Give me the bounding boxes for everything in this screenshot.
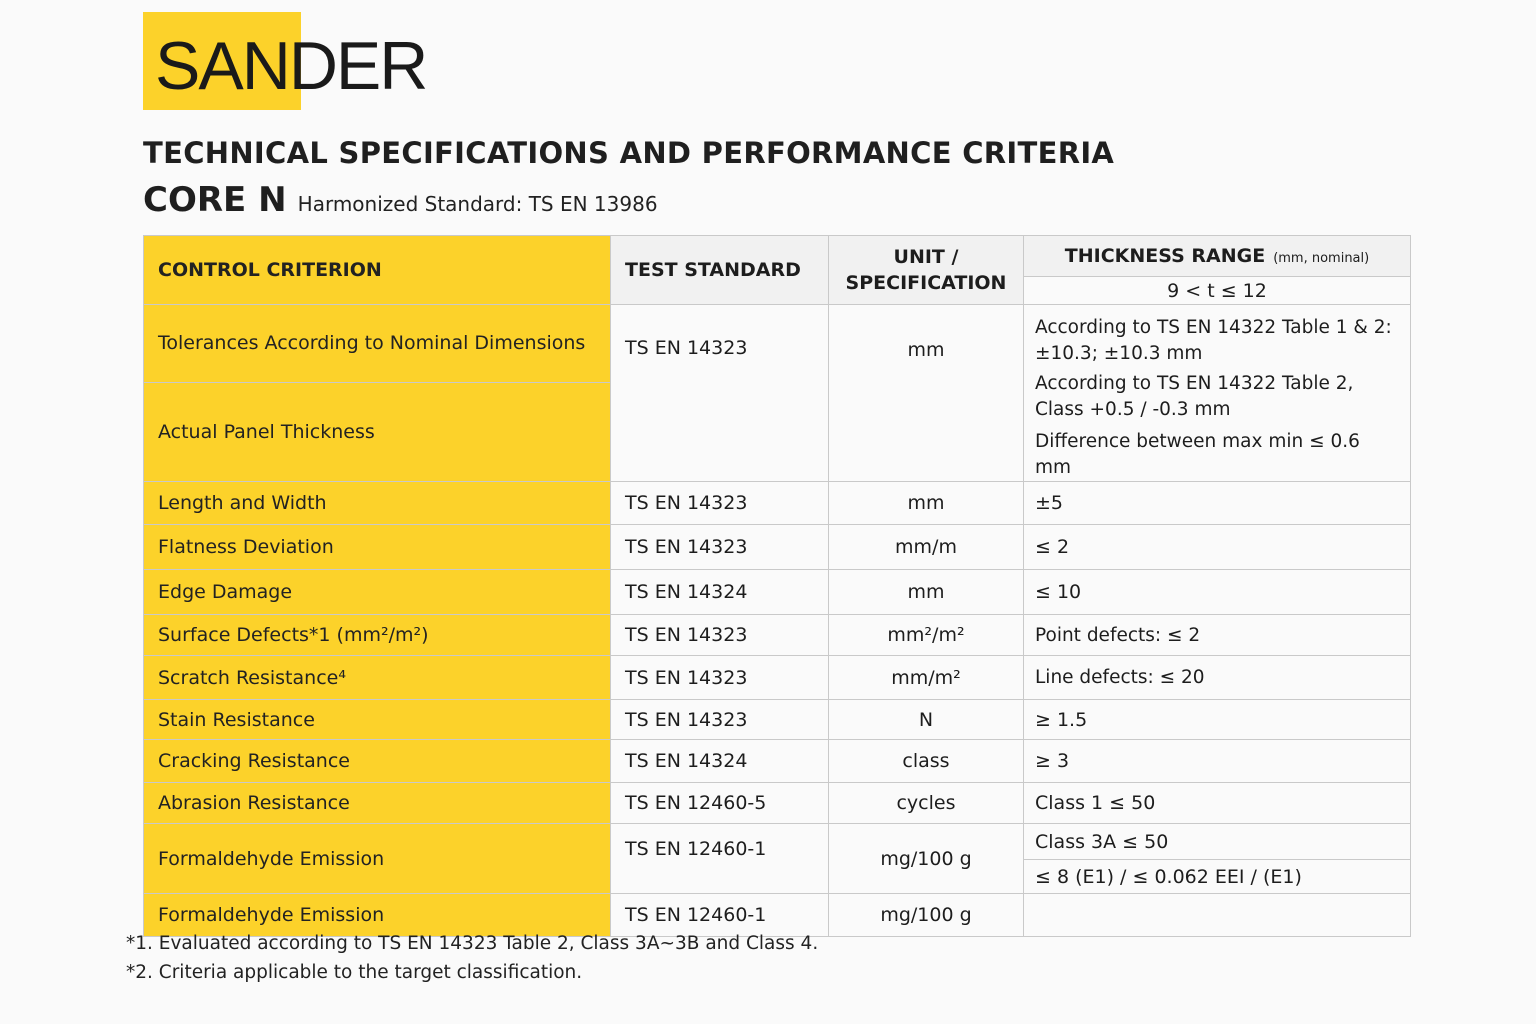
header-unit-line1: UNIT /	[893, 246, 959, 268]
criterion-cell: Scratch Resistance⁴	[144, 656, 611, 700]
standard-cell: TS EN 14323	[611, 700, 829, 740]
value-line: ±10.3; ±10.3 mm	[1035, 343, 1203, 364]
value-line: According to TS EN 14322 Table 1 & 2:	[1035, 317, 1392, 338]
unit-cell: mm/m	[829, 525, 1024, 570]
table-row	[144, 656, 1411, 700]
value-cell: ≤ 10	[1024, 570, 1411, 615]
value-line: According to TS EN 14322 Table 2,	[1035, 373, 1354, 394]
criterion-cell: Abrasion Resistance	[144, 783, 611, 824]
criterion-cell: Flatness Deviation	[144, 525, 611, 570]
header-criterion: CONTROL CRITERION	[144, 236, 611, 305]
unit-cell: mg/100 g	[829, 894, 1024, 937]
criterion-cell: Tolerances According to Nominal Dimensions	[144, 305, 611, 383]
header-unit-line2: SPECIFICATION	[845, 272, 1007, 294]
table-row	[144, 894, 1411, 937]
value-cell: Point defects: ≤ 2	[1024, 615, 1411, 656]
unit-cell: mm²/m²	[829, 615, 1024, 656]
standard-cell: TS EN 12460-5	[611, 783, 829, 824]
value-cell: Class 3A ≤ 50	[1024, 824, 1411, 860]
table-row	[144, 740, 1411, 783]
standard-cell: TS EN 12460-1	[611, 824, 829, 894]
standard-cell: TS EN 14323	[611, 656, 829, 700]
unit-cell: class	[829, 740, 1024, 783]
standard-cell: TS EN 14323	[611, 525, 829, 570]
criterion-cell: Length and Width	[144, 482, 611, 525]
header-thickness-range	[1024, 236, 1411, 277]
criterion-cell: Surface Defects*1 (mm²/m²)	[144, 615, 611, 656]
brand-logo	[143, 12, 463, 110]
value-cell: ≤ 8 (E1) / ≤ 0.062 EEI / (E1)	[1024, 860, 1411, 894]
logo-text: SANDER	[155, 28, 427, 104]
standard-cell: TS EN 14323	[611, 482, 829, 525]
unit-cell: N	[829, 700, 1024, 740]
criterion-cell: Formaldehyde Emission	[144, 894, 611, 937]
value-cell: ≥ 3	[1024, 740, 1411, 783]
unit-cell: mm	[829, 482, 1024, 525]
table-row	[144, 305, 1411, 383]
value-cell: Class 1 ≤ 50	[1024, 783, 1411, 824]
thickness-range-label: THICKNESS RANGE	[1064, 245, 1266, 267]
table-row	[144, 783, 1411, 824]
product-subtitle	[143, 180, 658, 220]
unit-cell: mm/m²	[829, 656, 1024, 700]
table-row	[144, 525, 1411, 570]
table-row	[144, 615, 1411, 656]
value-line: Difference between max min ≤ 0.6 mm	[1035, 431, 1360, 478]
footnote: *1. Evaluated according to TS EN 14323 Table 2, Class 3A~3B and Class 4.	[126, 933, 819, 954]
table-row	[144, 700, 1411, 740]
unit-cell: cycles	[829, 783, 1024, 824]
table-row	[144, 482, 1411, 525]
unit-cell: mm	[829, 305, 1024, 482]
standard-cell: TS EN 14324	[611, 570, 829, 615]
value-cell: ≥ 1.5	[1024, 700, 1411, 740]
unit-cell: mm	[829, 570, 1024, 615]
unit-cell: mg/100 g	[829, 824, 1024, 894]
standard-cell: TS EN 12460-1	[611, 894, 829, 937]
thickness-range-note: (mm, nominal)	[1273, 251, 1370, 266]
criterion-cell: Edge Damage	[144, 570, 611, 615]
criterion-cell: Stain Resistance	[144, 700, 611, 740]
criterion-cell: Formaldehyde Emission	[144, 824, 611, 894]
value-cell: ≤ 2	[1024, 525, 1411, 570]
value-cell: ±5	[1024, 482, 1411, 525]
value-cell	[1024, 894, 1411, 937]
criterion-cell: Actual Panel Thickness	[144, 382, 611, 481]
value-cell	[1024, 305, 1411, 482]
criterion-cell: Cracking Resistance	[144, 740, 611, 783]
value-cell: Line defects: ≤ 20	[1024, 656, 1411, 700]
thickness-range-value: 9 < t ≤ 12	[1024, 277, 1411, 305]
footnotes	[126, 933, 818, 991]
table-header-row	[144, 236, 1411, 277]
header-test-standard: TEST STANDARD	[611, 236, 829, 305]
header-unit	[829, 236, 1024, 305]
page-title: TECHNICAL SPECIFICATIONS AND PERFORMANCE CRITERIA	[143, 136, 1115, 170]
standard-cell: TS EN 14323	[611, 615, 829, 656]
harmonized-standard: Harmonized Standard: TS EN 13986	[297, 192, 658, 216]
standard-cell: TS EN 14323	[611, 305, 829, 482]
footnote: *2. Criteria applicable to the target classification.	[126, 962, 583, 983]
spec-table	[143, 235, 1411, 937]
product-name: CORE N	[143, 180, 287, 220]
standard-cell: TS EN 14324	[611, 740, 829, 783]
value-line: Class +0.5 / -0.3 mm	[1035, 399, 1231, 420]
table-row	[144, 570, 1411, 615]
table-row	[144, 824, 1411, 860]
